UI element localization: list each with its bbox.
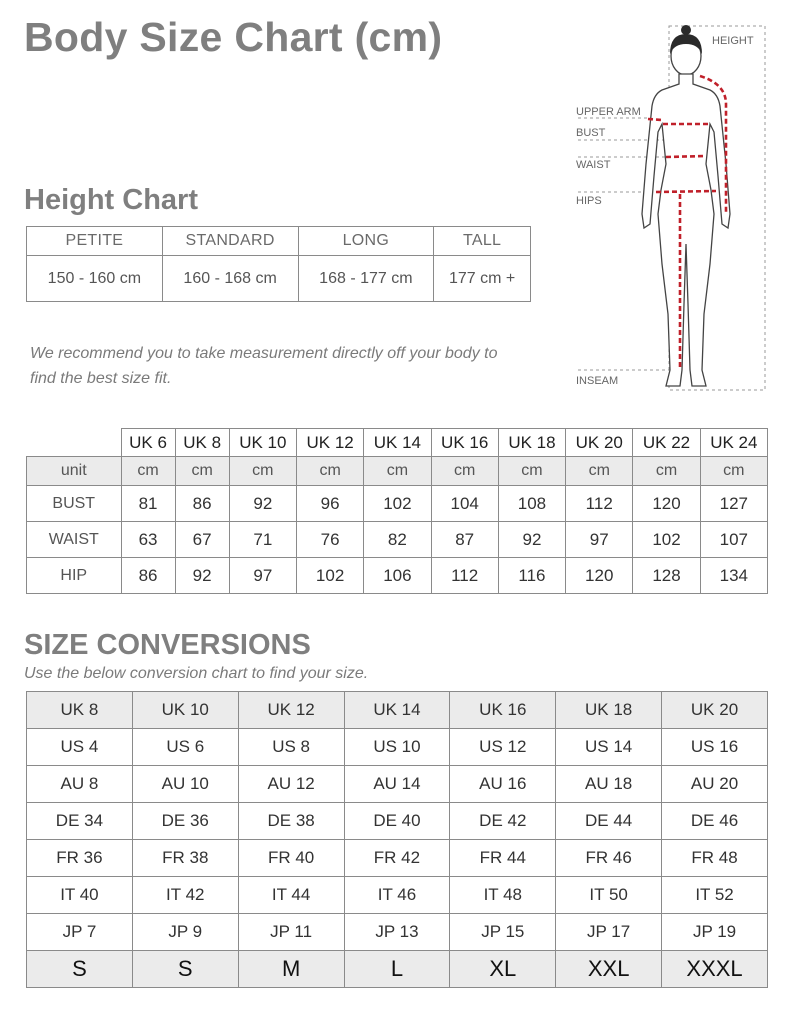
- height-chart-value-row: [27, 256, 531, 302]
- measure-cell: 108: [498, 486, 565, 522]
- height-header-cell: STANDARD: [162, 227, 298, 256]
- conversion-cell: FR 42: [344, 840, 450, 877]
- conversion-cell: US 4: [27, 729, 133, 766]
- size-conversion-table: [26, 691, 768, 988]
- conversion-cell: XL: [450, 951, 556, 988]
- measure-cell: 120: [633, 486, 700, 522]
- hair-bun: [681, 25, 691, 35]
- unit-label-cell: unit: [27, 457, 122, 486]
- unit-cell: cm: [296, 457, 363, 486]
- height-header-cell: LONG: [298, 227, 434, 256]
- conversion-cell: AU 18: [556, 766, 662, 803]
- conversion-cell: JP 15: [450, 914, 556, 951]
- conversion-cell: AU 10: [132, 766, 238, 803]
- size-header-cell: UK 18: [498, 429, 565, 457]
- conversion-cell: AU 20: [662, 766, 768, 803]
- conversion-cell: US 10: [344, 729, 450, 766]
- measure-cell: 97: [229, 558, 296, 594]
- conversion-cell: FR 40: [238, 840, 344, 877]
- measure-cell: 92: [175, 558, 229, 594]
- unit-cell: cm: [175, 457, 229, 486]
- conversion-cell: IT 48: [450, 877, 556, 914]
- conversion-cell: JP 13: [344, 914, 450, 951]
- measure-cell: 92: [229, 486, 296, 522]
- conversion-cell: JP 7: [27, 914, 133, 951]
- conversion-cell: JP 9: [132, 914, 238, 951]
- measure-cell: 96: [296, 486, 363, 522]
- conversion-cell: IT 40: [27, 877, 133, 914]
- figure-label-waist: WAIST: [576, 159, 611, 171]
- conversion-cell: UK 16: [450, 692, 556, 729]
- unit-cell: cm: [566, 457, 633, 486]
- conversion-cell: UK 8: [27, 692, 133, 729]
- conversion-cell: S: [132, 951, 238, 988]
- conversion-cell: M: [238, 951, 344, 988]
- size-header-cell: UK 20: [566, 429, 633, 457]
- unit-cell: cm: [498, 457, 565, 486]
- conversion-cell: AU 16: [450, 766, 556, 803]
- measure-cell: 76: [296, 522, 363, 558]
- figure-label-bust: BUST: [576, 127, 606, 139]
- conversion-cell: IT 46: [344, 877, 450, 914]
- body-measurement-figure: [566, 14, 788, 394]
- measure-cell: 112: [431, 558, 498, 594]
- conversion-cell: FR 44: [450, 840, 556, 877]
- conversion-cell: AU 14: [344, 766, 450, 803]
- unit-cell: cm: [121, 457, 175, 486]
- page-title: Body Size Chart (cm): [24, 14, 443, 60]
- measure-cell: 97: [566, 522, 633, 558]
- measure-cell: 102: [633, 522, 700, 558]
- size-header-cell: UK 8: [175, 429, 229, 457]
- unit-cell: cm: [431, 457, 498, 486]
- height-chart-header-row: [27, 227, 531, 256]
- measure-cell: 86: [175, 486, 229, 522]
- unit-row: [27, 457, 768, 486]
- conversion-cell: FR 46: [556, 840, 662, 877]
- conversion-cell: IT 42: [132, 877, 238, 914]
- conversion-cell: IT 44: [238, 877, 344, 914]
- measure-cell: 92: [498, 522, 565, 558]
- size-header-cell: UK 12: [296, 429, 363, 457]
- measure-cell: 116: [498, 558, 565, 594]
- conversion-cell: DE 42: [450, 803, 556, 840]
- waist-row: [27, 522, 768, 558]
- conversion-cell: US 12: [450, 729, 556, 766]
- conversion-row-uk: [27, 692, 768, 729]
- measurement-note-line: find the best size fit.: [30, 370, 172, 387]
- size-header-cell: UK 10: [229, 429, 296, 457]
- measure-cell: 82: [364, 522, 431, 558]
- unit-cell: cm: [364, 457, 431, 486]
- unit-cell: cm: [633, 457, 700, 486]
- figure-label-height: HEIGHT: [712, 35, 754, 47]
- height-chart-heading: Height Chart: [24, 184, 198, 216]
- conversion-row-jp: [27, 914, 768, 951]
- measurement-note-line: We recommend you to take measurement directly off your body to: [30, 345, 498, 362]
- row-label-cell: BUST: [27, 486, 122, 522]
- conversion-cell: UK 20: [662, 692, 768, 729]
- conversion-cell: XXL: [556, 951, 662, 988]
- conversion-row-us: [27, 729, 768, 766]
- measure-cell: 71: [229, 522, 296, 558]
- conversion-cell: XXXL: [662, 951, 768, 988]
- measure-cell: 102: [364, 486, 431, 522]
- conversion-cell: L: [344, 951, 450, 988]
- blank-corner-cell: [27, 429, 122, 457]
- height-header-cell: PETITE: [27, 227, 163, 256]
- measure-cell: 102: [296, 558, 363, 594]
- conversion-cell: DE 40: [344, 803, 450, 840]
- size-measurement-table: [26, 428, 768, 594]
- row-label-cell: WAIST: [27, 522, 122, 558]
- conversion-cell: UK 14: [344, 692, 450, 729]
- conversion-cell: US 16: [662, 729, 768, 766]
- height-header-cell: TALL: [434, 227, 531, 256]
- conversion-cell: JP 11: [238, 914, 344, 951]
- female-body-outline: [642, 37, 730, 386]
- size-header-cell: UK 22: [633, 429, 700, 457]
- conversion-cell: FR 48: [662, 840, 768, 877]
- measure-cell: 128: [633, 558, 700, 594]
- measure-cell: 127: [700, 486, 767, 522]
- measure-cell: 86: [121, 558, 175, 594]
- conversion-row-fr: [27, 840, 768, 877]
- size-header-cell: UK 24: [700, 429, 767, 457]
- measurement-note: [30, 341, 550, 391]
- bust-row: [27, 486, 768, 522]
- figure-label-upper-arm: UPPER ARM: [576, 106, 641, 118]
- conversion-row-de: [27, 803, 768, 840]
- conversion-cell: UK 10: [132, 692, 238, 729]
- conversion-cell: JP 17: [556, 914, 662, 951]
- measure-cell: 104: [431, 486, 498, 522]
- height-value-cell: 150 - 160 cm: [27, 256, 163, 302]
- measure-cell: 81: [121, 486, 175, 522]
- conversion-cell: FR 36: [27, 840, 133, 877]
- unit-cell: cm: [229, 457, 296, 486]
- conversion-cell: IT 50: [556, 877, 662, 914]
- conversion-cell: DE 34: [27, 803, 133, 840]
- measure-cell: 120: [566, 558, 633, 594]
- height-chart-table: [26, 226, 531, 302]
- conversion-cell: DE 36: [132, 803, 238, 840]
- figure-label-hips: HIPS: [576, 195, 602, 207]
- size-conversions-heading: SIZE CONVERSIONS: [24, 629, 311, 661]
- measure-cell: 134: [700, 558, 767, 594]
- height-value-cell: 168 - 177 cm: [298, 256, 434, 302]
- unit-cell: cm: [700, 457, 767, 486]
- conversion-cell: US 6: [132, 729, 238, 766]
- conversion-cell: AU 12: [238, 766, 344, 803]
- hip-row: [27, 558, 768, 594]
- measure-cell: 63: [121, 522, 175, 558]
- measure-cell: 106: [364, 558, 431, 594]
- size-header-cell: UK 14: [364, 429, 431, 457]
- conversion-row-letter: [27, 951, 768, 988]
- conversion-cell: DE 46: [662, 803, 768, 840]
- measure-cell: 87: [431, 522, 498, 558]
- height-value-cell: 160 - 168 cm: [162, 256, 298, 302]
- measure-cell: 112: [566, 486, 633, 522]
- conversion-cell: DE 38: [238, 803, 344, 840]
- conversion-cell: JP 19: [662, 914, 768, 951]
- size-header-cell: UK 16: [431, 429, 498, 457]
- conversion-cell: S: [27, 951, 133, 988]
- conversion-cell: UK 12: [238, 692, 344, 729]
- conversion-row-it: [27, 877, 768, 914]
- measure-cell: 107: [700, 522, 767, 558]
- conversion-cell: US 14: [556, 729, 662, 766]
- size-conversions-subtitle: Use the below conversion chart to find your size.: [24, 665, 369, 682]
- conversion-cell: UK 18: [556, 692, 662, 729]
- figure-label-inseam: INSEAM: [576, 375, 619, 387]
- size-header-row: [27, 429, 768, 457]
- conversion-cell: AU 8: [27, 766, 133, 803]
- conversion-cell: DE 44: [556, 803, 662, 840]
- conversion-cell: US 8: [238, 729, 344, 766]
- measure-cell: 67: [175, 522, 229, 558]
- conversion-cell: FR 38: [132, 840, 238, 877]
- size-header-cell: UK 6: [121, 429, 175, 457]
- row-label-cell: HIP: [27, 558, 122, 594]
- conversion-row-au: [27, 766, 768, 803]
- height-value-cell: 177 cm +: [434, 256, 531, 302]
- conversion-cell: IT 52: [662, 877, 768, 914]
